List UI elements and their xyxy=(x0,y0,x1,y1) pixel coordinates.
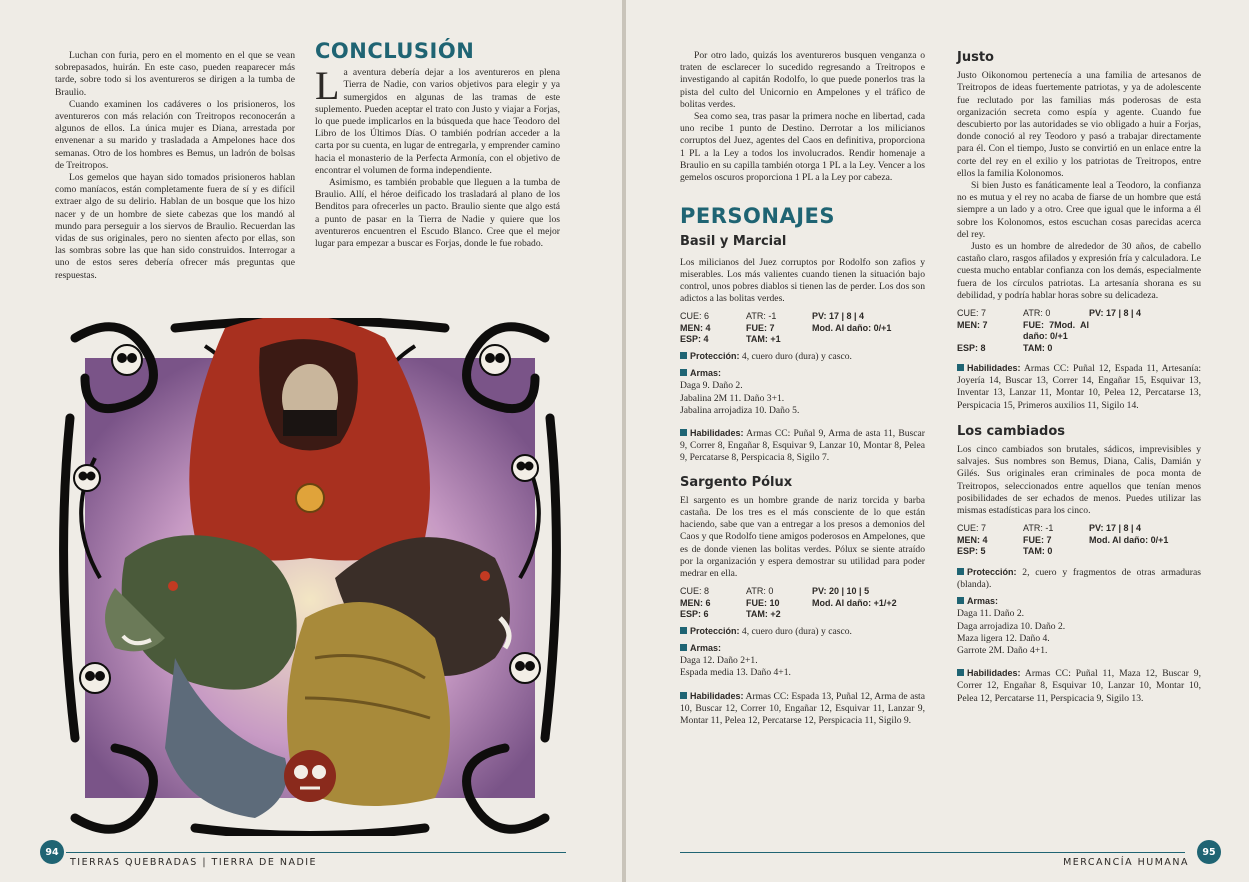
stat: Mod. Al daño: +1/+2 xyxy=(812,597,897,608)
stat: ESP: 5 xyxy=(957,546,986,557)
stat-block-cambiados xyxy=(957,523,1201,558)
stat: ATR: 0 xyxy=(1023,308,1051,319)
protection-line: Protección: 2, cuero y fragmentos de otras armaduras (blanda). xyxy=(957,566,1201,590)
left-column-2 xyxy=(315,39,560,250)
stat: TAM: +2 xyxy=(746,609,781,620)
weapon-line: Maza ligera 12. Daño 4. xyxy=(957,632,1050,644)
stat-block-basil xyxy=(680,311,925,346)
paragraph: Cuando examinen los cadáveres o los prisioneros, los aventureros con más relación con Treitropos reconocerán a algunos de ellos. La única mujer es Diana, arrestada por envenenar a su marido y trasladada a Ampelones hace dos semanas. Otro de los hombres es Bemus, un ladrón de bolsas de Treitropos. xyxy=(55,98,295,171)
stat: CUE: 8 xyxy=(680,586,710,597)
npc-name-cambiados: Los cambiados xyxy=(957,423,1066,439)
weapons-block: Armas: Daga 12. Daño 2+1. Espada media 13. Daño 4+1. xyxy=(680,642,925,680)
npc-name-polux: Sargento Pólux xyxy=(680,474,793,490)
left-page xyxy=(0,0,622,882)
section-title-personajes: PERSONAJES xyxy=(680,204,835,229)
page-number-left: 94 xyxy=(40,840,64,864)
weapons-block: Armas: Daga 9. Daño 2. Jabalina 2M 11. Daño 3+1. Jabalina arrojadiza 10. Daño 5. xyxy=(680,367,925,417)
stat: Mod. Al daño: 0/+1 xyxy=(1089,534,1169,545)
stat: ESP: 4 xyxy=(680,334,709,345)
left-column-1 xyxy=(55,50,295,282)
section-title-conclusion: CONCLUSIÓN xyxy=(315,39,475,63)
npc-name-justo: Justo xyxy=(957,50,994,65)
protection-line: Protección: 4, cuero duro (dura) y casco. xyxy=(680,350,925,363)
bullet-square-icon xyxy=(680,644,687,651)
paragraph: Luchan con furia, pero en el momento en el que se vean sobrepasados, huirán. En este caso, pueden reaparecer más tarde, sobre todo si los aventureros se dirigen a la tumba de Braulio. xyxy=(55,50,295,98)
stat-block-justo xyxy=(957,308,1201,354)
drop-cap: L xyxy=(315,63,340,109)
protection-line: Protección: 4, cuero duro (dura) y casco. xyxy=(680,625,925,638)
npc-description: Justo Oikonomou pertenecía a una familia de artesanos de Treitropos de ideas fuertemente patriotas, y ya de adolescente fue reclutado por las familias más poderosas de esta organización secreta como espía y agente. Cuando fue descubierto por las autoridades se vio obligado a huir a Forjas, donde conoció al rey Teodoro y pasó a trabajar directamente para él. Con el tiempo, Justo se convirtió en un enlace entre la corte del rey en el exilio y los patriotas de Treitropos, entre ellos la familia Kolonomos. xyxy=(957,70,1201,179)
stat: ATR: -1 xyxy=(746,311,777,322)
stat-block-polux xyxy=(680,586,925,621)
stat: MEN: 7 xyxy=(957,319,988,330)
weapons-block: Armas: Daga 11. Daño 2. Daga arrojadiza 10. Daño 2. Maza ligera 12. Daño 4. Garrote 2M. Daño 4+1. xyxy=(957,595,1201,657)
stat: PV: 17 | 8 | 4 xyxy=(812,311,865,322)
stat: FUE: 7 xyxy=(1023,534,1052,545)
bullet-square-icon xyxy=(957,364,964,371)
right-column-2 xyxy=(957,52,1201,705)
npc-description: El sargento es un hombre grande de nariz torcida y barba castaña. De los tres es el más consciente de lo que están haciendo, sabe que van a entregar a los presos a demonios del Caos y que Rodolfo tiene amigos poderosos en Ampelones, que es de donde vienen las bolitas verdes. Pólux se siente atraído por la organización y espera demostrar su utilidad para poder medrar en ella. xyxy=(680,494,925,579)
paragraph: Por otro lado, quizás los aventureros busquen venganza o traten de esclarecer lo sucedido regresando a Treitropos e investigando al capitán Rodolfo, lo que puede ponerlos tras la pista del culto del Unicornio en Ampelones y el tráfico de bolitas verdes. xyxy=(680,50,925,110)
paragraph: Los gemelos que hayan sido tomados prisioneros hablan como maníacos, están completamente fuera de sí y es difícil extraer algo de su delirio. Hablan de un bosque que los hizo nacer y de un hombre de siete cabezas que los mandó al mundo para perseguir a los siervos de Braulio. Recuerdan las vidas de sus originales, pero no sienten afecto por ellas, son las sombras sobre las que han sido construidos. Interrogar a uno de estos seres debería ofrecer más preguntas que respuestas. xyxy=(55,172,295,281)
stat: ESP: 6 xyxy=(680,609,709,620)
page-number-right: 95 xyxy=(1197,840,1221,864)
npc-description: Los milicianos del Juez corruptos por Rodolfo son zafios y miserables. Los más valientes cuando tienen la situación bajo control, unos pobres diablos si tienen las de perder. Los dos son adictos a las bolitas verdes. xyxy=(680,256,925,305)
weapon-line: Daga 9. Daño 2. xyxy=(680,380,743,392)
bullet-square-icon xyxy=(680,352,687,359)
skills-block: Habilidades: Armas CC: Puñal 9, Arma de asta 11, Buscar 9, Correr 8, Engañar 8, Esquivar 9, Lanzar 10, Montar 8, Pelea 9, Percatarse 8, Perspicacia 8, Sigilo 7. xyxy=(680,427,925,464)
skills-block: Habilidades: Armas CC: Espada 13, Puñal 12, Arma de asta 10, Buscar 12, Correr 10, Engañar 12, Esquivar 11, Lanzar 9, Montar 11, Pelea 12, Percatarse 12, Perspicacia 11, Sigilo 9. xyxy=(680,690,925,726)
weapon-line: Espada media 13. Daño 4+1. xyxy=(680,667,791,679)
stat: Mod. Al daño: 0/+1 xyxy=(812,322,892,333)
weapon-line: Daga 12. Daño 2+1. xyxy=(680,655,758,667)
stat: MEN: 6 xyxy=(680,597,711,608)
stat: FUE: 7Mod. Al daño: 0/+1 xyxy=(1023,319,1089,342)
footer-left: TIERRAS QUEBRADAS | TIERRA DE NADIE xyxy=(70,857,318,868)
stat: ESP: 8 xyxy=(957,342,986,353)
stat: PV: 20 | 10 | 5 xyxy=(812,586,870,597)
weapon-line: Jabalina arrojadiza 10. Daño 5. xyxy=(680,404,800,416)
stat: CUE: 7 xyxy=(957,523,987,534)
stat: MEN: 4 xyxy=(680,322,711,333)
bullet-square-icon xyxy=(680,692,687,699)
weapon-line: Daga 11. Daño 2. xyxy=(957,608,1025,620)
weapon-line: Daga arrojadiza 10. Daño 2. xyxy=(957,620,1066,632)
bullet-square-icon xyxy=(957,568,964,575)
stat: PV: 17 | 8 | 4 xyxy=(1089,308,1142,319)
stat: ATR: 0 xyxy=(746,586,774,597)
paragraph: La aventura debería dejar a los aventureros en plena Tierra de Nadie, con varios objetivos para elegir y ya sumergidos en algunas de las tramas de este suplemento. Pueden aceptar el trato con Justo y viajar a Forjas, lo que puede implicarlos en la búsqueda que hace Teodoro del Libro de los Últimos Días. O también podrían acceder a la carta por su cuenta, en lugar de entregarla, y emprender camino hacia el monasterio de la Perfecta Armonía, con el objetivo de encontrar el volumen de forma independiente. xyxy=(315,63,560,176)
right-column-1 xyxy=(680,50,925,727)
footer-rule-left xyxy=(66,852,566,853)
footer-right: MERCANCÍA HUMANA xyxy=(1063,857,1189,868)
npc-description: Los cinco cambiados son brutales, sádicos, imprevisibles y salvajes. Sus nombres son Bemus, Diana, Calis, Damián y Gilés. Sus originales eran criminales de poca monta de Treitropos, seleccionados entre aquellos que tenían menos posibilidades de ser echados de menos. Puedes utilizar las mismas estadísticas para los cinco. xyxy=(957,444,1201,517)
right-page xyxy=(626,0,1249,882)
stat: TAM: 0 xyxy=(1023,342,1053,353)
stat: CUE: 6 xyxy=(680,311,710,322)
npc-name-basil: Basil y Marcial xyxy=(680,234,787,250)
stat: TAM: 0 xyxy=(1023,546,1053,557)
skills-block: Habilidades: Armas CC: Puñal 12, Espada 11, Artesanía: Joyería 14, Buscar 13, Correr 14, Engañar 15, Esquivar 13, Inventar 13, Lanzar 11, Montar 10, Pelea 12, Percatarse 13, Perspicacia 15, Primeros auxilios 11, Sigilo 14. xyxy=(957,363,1201,411)
stat: FUE: 7 xyxy=(746,322,775,333)
bullet-square-icon xyxy=(957,597,964,604)
boar-warriors-illustration xyxy=(55,318,565,836)
bullet-square-icon xyxy=(680,429,687,436)
paragraph: Asimismo, es también probable que lleguen a la tumba de Braulio. Allí, el héroe deificado los trasladará al plano de los Benditos para ofrecerles un pacto. Braulio siente que algo está a punto de pasar en la Tierra de Nadie y quiere que los aventureros encuentren el Escudo Blanco. Cree que el mejor lugar para empezar a buscar es Forjas, donde le fue robado. xyxy=(315,177,560,250)
weapon-line: Garrote 2M. Daño 4+1. xyxy=(957,645,1048,657)
skills-block: Habilidades: Armas CC: Puñal 11, Maza 12, Buscar 9, Correr 12, Engañar 8, Esquivar 10, Lanzar 10, Montar 10, Pelea 12, Percatarse 11, Perspicacia 9, Sigilo 13. xyxy=(957,668,1201,704)
bullet-square-icon xyxy=(680,627,687,634)
paragraph: Si bien Justo es fanáticamente leal a Teodoro, la confianza no es mutua y el rey no acaba de fiarse de un hombre que está siempre a un lado y a otro. Cree que igual que le informa a él sobre los Kolonomos, estos escuchan cosas parecidas acerca del rey. xyxy=(957,180,1201,240)
stat: CUE: 7 xyxy=(957,308,987,319)
stat: TAM: +1 xyxy=(746,334,781,345)
footer-rule-right xyxy=(680,852,1185,853)
stat: PV: 17 | 8 | 4 xyxy=(1089,523,1142,534)
paragraph: Sea como sea, tras pasar la primera noche en libertad, cada uno recibe 1 punto de Destino. Derrotar a los milicianos corruptos del Juez, agentes del Caos en definitiva, proporciona 1 PL a la Ley a todos los involucrados. Rendir homenaje a Braulio en su capilla también otorga 1 PL a la Ley. Vencer a los gemelos oscuros proporciona 1 PL a la Ley por cabeza. xyxy=(680,111,925,184)
bullet-square-icon xyxy=(680,369,687,376)
weapon-line: Jabalina 2M 11. Daño 3+1. xyxy=(680,392,785,404)
paragraph: Justo es un hombre de alrededor de 30 años, de cabello castaño claro, rasgos afilados y expresión fría y calculadora. Le cuesta mucho entablar confianza con los demás, especialmente fuera de los círculos patriotas. La artesanía shorana es su debilidad, y podría hablar horas sobre su delicadeza. xyxy=(957,241,1201,301)
stat: FUE: 10 xyxy=(746,597,780,608)
bullet-square-icon xyxy=(957,669,964,676)
stat: ATR: -1 xyxy=(1023,523,1054,534)
stat: MEN: 4 xyxy=(957,534,988,545)
